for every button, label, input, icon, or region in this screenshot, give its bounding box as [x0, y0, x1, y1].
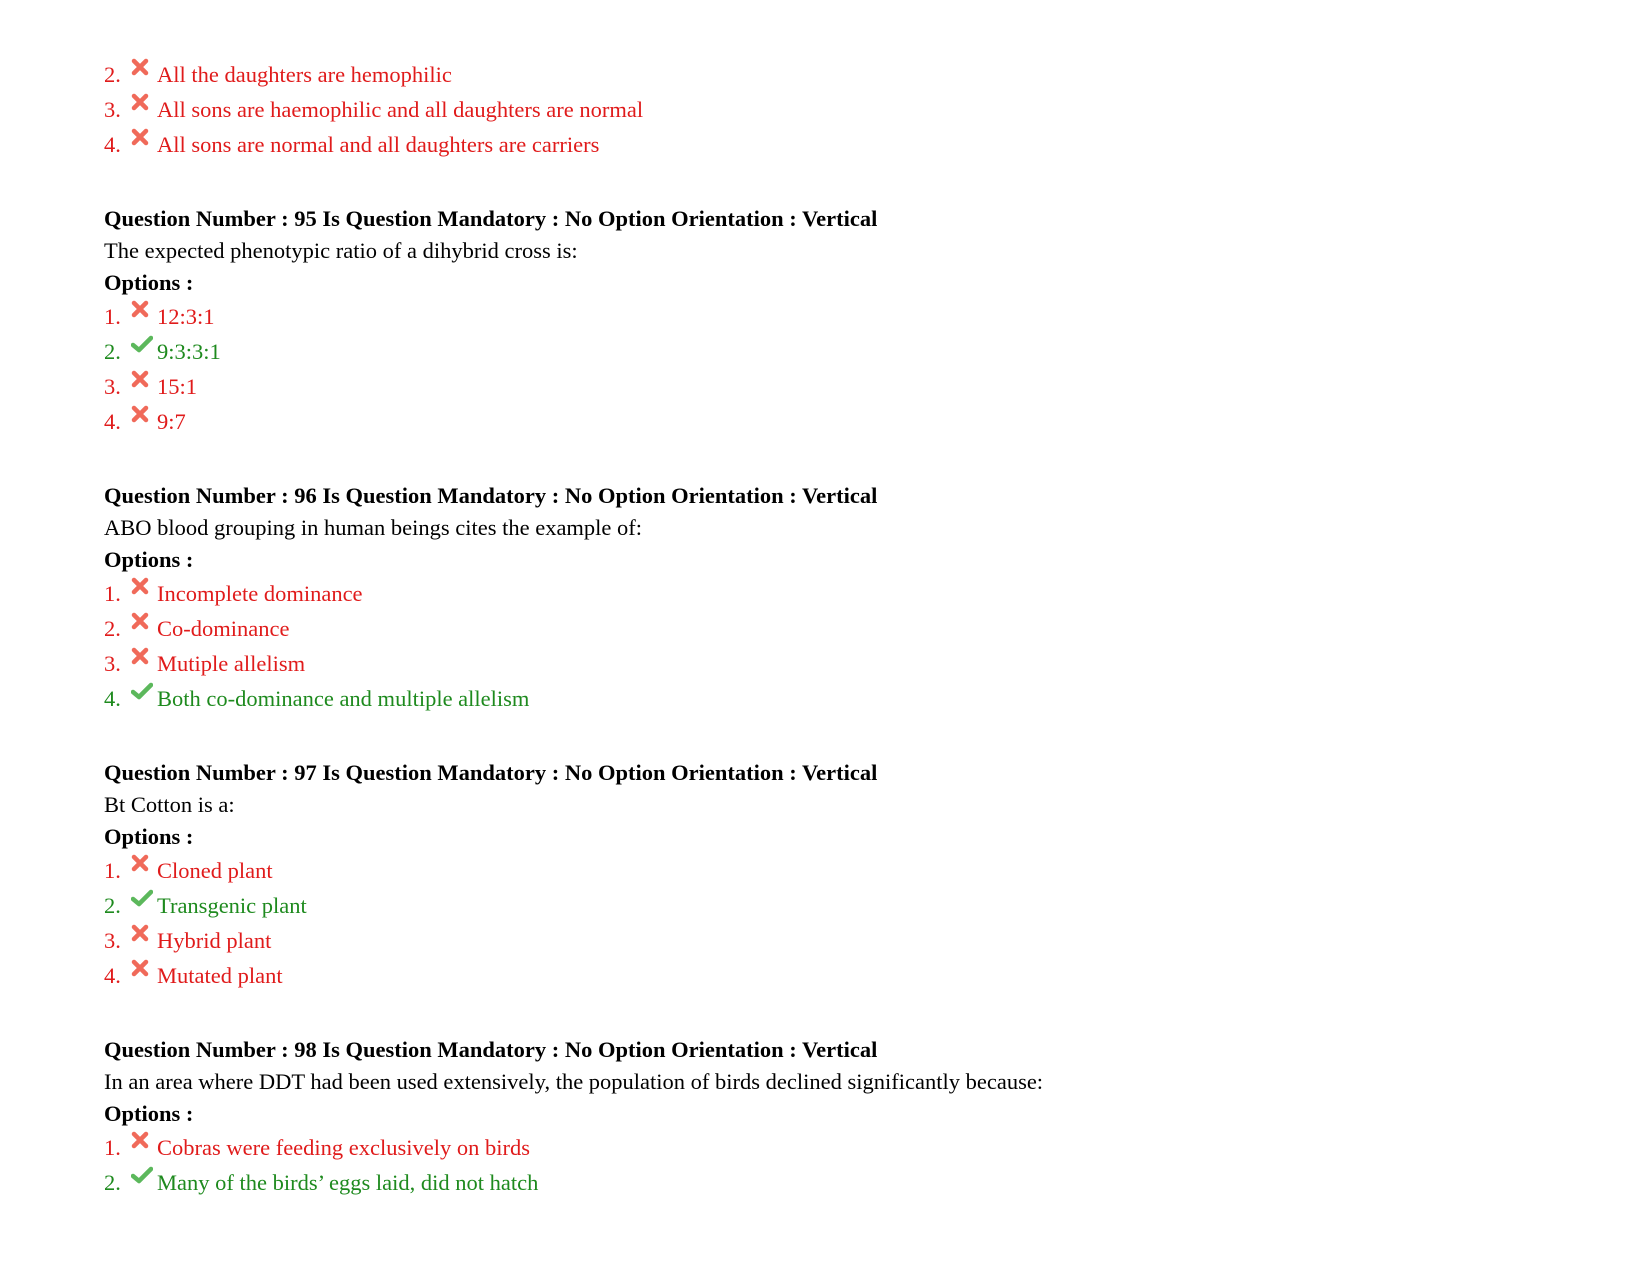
option-row: [104, 1165, 1554, 1200]
option-row: [104, 334, 1554, 369]
question-header: Question Number : 97 Is Question Mandatory : No Option Orientation : Vertical: [104, 760, 878, 785]
option-text: Co-dominance: [157, 616, 290, 641]
option-number: 2.: [104, 1170, 121, 1195]
question-text: The expected phenotypic ratio of a dihybrid cross is:: [104, 238, 578, 263]
question-text: In an area where DDT had been used extensively, the population of birds declined significantly because:: [104, 1069, 1044, 1094]
option-text: Hybrid plant: [157, 928, 272, 953]
option-number: 4.: [104, 963, 121, 988]
option-row: [104, 681, 1554, 716]
option-number: 4.: [104, 132, 121, 157]
option-text: Mutiple allelism: [157, 651, 306, 676]
check-icon: [131, 335, 151, 355]
option-text: Cobras were feeding exclusively on birds: [157, 1135, 531, 1160]
question-header: Question Number : 98 Is Question Mandatory : No Option Orientation : Vertical: [104, 1037, 878, 1062]
option-text: Mutated plant: [157, 963, 283, 988]
option-text: 9:7: [157, 409, 186, 434]
option-text: All the daughters are hemophilic: [157, 62, 452, 87]
option-row: [104, 923, 1554, 958]
cross-icon: [131, 577, 151, 597]
question-text: Bt Cotton is a:: [104, 792, 235, 817]
option-number: 1.: [104, 581, 121, 606]
option-text: All sons are normal and all daughters are carriers: [157, 132, 600, 157]
carryover-options: [104, 57, 1554, 162]
option-text: All sons are haemophilic and all daughters are normal: [157, 97, 644, 122]
option-number: 4.: [104, 686, 121, 711]
cross-icon: [131, 58, 151, 78]
options-label: Options :: [104, 270, 194, 295]
option-number: 1.: [104, 858, 121, 883]
question-text: ABO blood grouping in human beings cites the example of:: [104, 515, 643, 540]
option-text: Many of the birds’ eggs laid, did not hatch: [157, 1170, 539, 1195]
option-text: Incomplete dominance: [157, 581, 363, 606]
option-text: 12:3:1: [157, 304, 215, 329]
option-row: [104, 853, 1554, 888]
option-number: 2.: [104, 616, 121, 641]
option-number: 2.: [104, 893, 121, 918]
options-label: Options :: [104, 1101, 194, 1126]
option-row: [104, 958, 1554, 993]
cross-icon: [131, 924, 151, 944]
question-block: [104, 757, 1554, 993]
question-block: [104, 203, 1554, 439]
option-text: Transgenic plant: [157, 893, 307, 918]
option-number: 2.: [104, 62, 121, 87]
check-icon: [131, 1166, 151, 1186]
option-row: [104, 369, 1554, 404]
cross-icon: [131, 128, 151, 148]
cross-icon: [131, 959, 151, 979]
question-header: Question Number : 96 Is Question Mandatory : No Option Orientation : Vertical: [104, 483, 878, 508]
option-text: Both co-dominance and multiple allelism: [157, 686, 530, 711]
cross-icon: [131, 93, 151, 113]
cross-icon: [131, 612, 151, 632]
cross-icon: [131, 405, 151, 425]
check-icon: [131, 682, 151, 702]
option-text: 15:1: [157, 374, 198, 399]
cross-icon: [131, 300, 151, 320]
check-icon: [131, 889, 151, 909]
option-row: [104, 646, 1554, 681]
option-row: [104, 57, 1554, 92]
option-number: 3.: [104, 928, 121, 953]
option-number: 1.: [104, 1135, 121, 1160]
cross-icon: [131, 854, 151, 874]
question-block: [104, 480, 1554, 716]
option-row: [104, 888, 1554, 923]
option-number: 3.: [104, 374, 121, 399]
option-row: [104, 404, 1554, 439]
option-text: 9:3:3:1: [157, 339, 221, 364]
option-number: 2.: [104, 339, 121, 364]
options-label: Options :: [104, 824, 194, 849]
option-row: [104, 1130, 1554, 1165]
option-number: 3.: [104, 651, 121, 676]
option-row: [104, 299, 1554, 334]
option-row: [104, 576, 1554, 611]
option-text: Cloned plant: [157, 858, 273, 883]
option-number: 1.: [104, 304, 121, 329]
cross-icon: [131, 647, 151, 667]
question-header: Question Number : 95 Is Question Mandatory : No Option Orientation : Vertical: [104, 206, 878, 231]
option-row: [104, 611, 1554, 646]
option-number: 4.: [104, 409, 121, 434]
option-row: [104, 127, 1554, 162]
option-number: 3.: [104, 97, 121, 122]
question-block: [104, 1034, 1554, 1200]
options-label: Options :: [104, 547, 194, 572]
cross-icon: [131, 1131, 151, 1151]
cross-icon: [131, 370, 151, 390]
option-row: [104, 92, 1554, 127]
